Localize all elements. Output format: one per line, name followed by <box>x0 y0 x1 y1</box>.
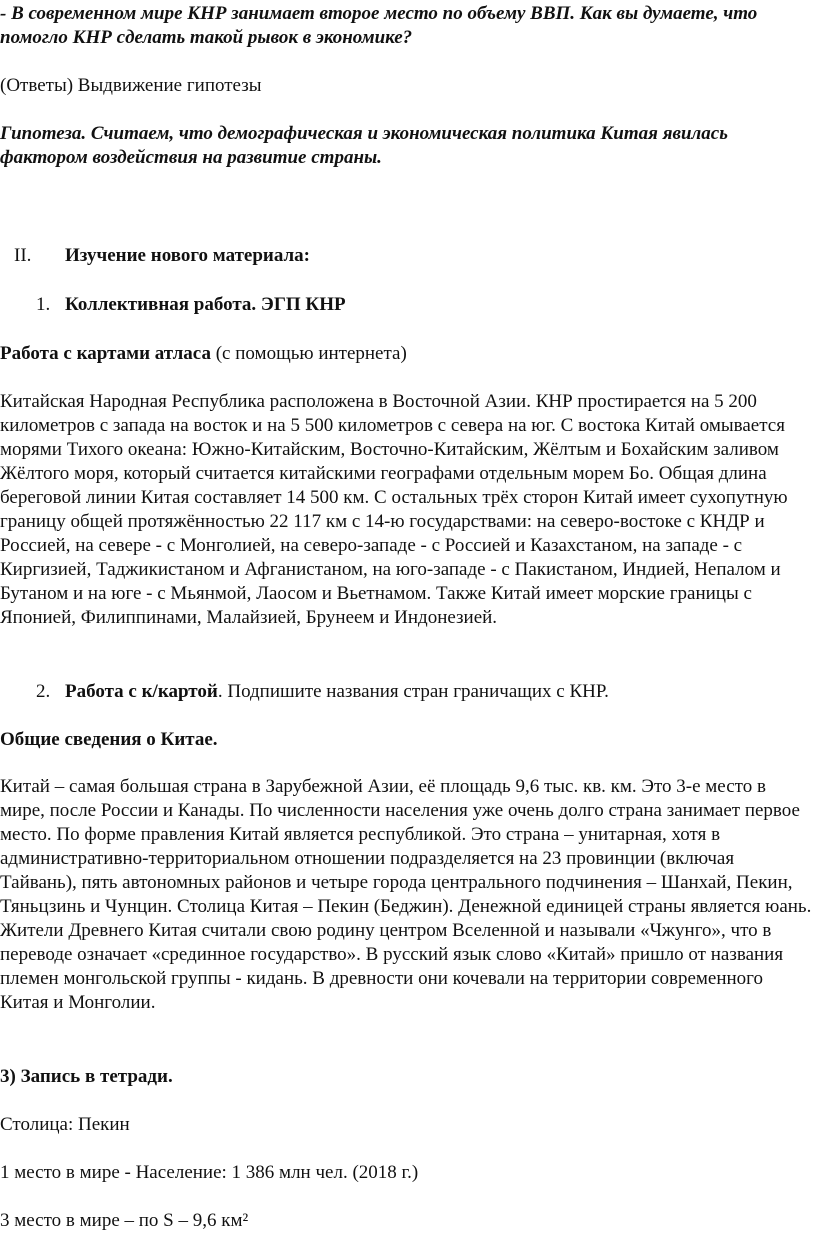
fact-population: 1 место в мире - Население: 1 386 млн чел. (2018 г.) <box>0 1162 419 1183</box>
general-paragraph: Китай – самая большая страна в Зарубежной Азии, её площадь 9,6 тыс. кв. км. Это 3-е место в мире, после России и Канады. По численности населения уже очень долго страна занимает первое место. По форме правления Китай является республикой. Это страна – унитарная, хотя в административно-территориальном отношении подразделяется на 23 провинции (включая Тайвань), пять автономных районов и четыре города центрального подчинения – Шанхай, Пекин, Тяньцзинь и Чунцин. Столица Китая – Пекин (Беджин). Денежной единицей страны является юань. Жители Древнего Китая считали свою родину центром Вселенной и называли «Чжунго», что в переводе означает «срединное государство». В русский язык слово «Китай» пришло от названия племен монгольской группы - кидань. В древности они кочевали на территории современного Китая и Монголии. <box>0 776 812 1013</box>
atlas-line <box>0 342 812 366</box>
section-marker: II. <box>14 245 32 266</box>
item-2-marker: 2. <box>36 681 51 702</box>
item-2-text <box>65 680 609 704</box>
fact-capital: Столица: Пекин <box>0 1114 130 1135</box>
item-2-rest: . Подпишите названия стран граничащих с КНР. <box>217 681 609 702</box>
hypothesis-paragraph <box>0 122 812 170</box>
item-2-bold: Работа с к/картой <box>65 681 218 702</box>
general-heading: Общие сведения о Китае. <box>0 729 218 750</box>
item-1-heading <box>0 293 812 317</box>
atlas-rest: (с помощью интернета) <box>210 343 407 364</box>
hypothesis-text: Считаем, что демографическая и экономическая политика Китая явилась фактором воздействия на развитие страны. <box>0 123 728 168</box>
question-text: - В современном мире КНР занимает второе место по объему ВВП. Как вы думаете, что помогло КНР сделать такой рывок в экономике? <box>0 3 758 48</box>
answers-line: (Ответы) Выдвижение гипотезы <box>0 75 262 96</box>
section-title: Изучение нового материала: <box>65 245 311 266</box>
item-1-title: Коллективная работа. ЭГП КНР <box>65 294 346 315</box>
fact-area: 3 место в мире – по S – 9,6 км² <box>0 1210 249 1231</box>
geo-paragraph: Китайская Народная Республика расположена в Восточной Азии. КНР простирается на 5 200 километров с запада на восток и на 5 500 километров с севера на юг. С востока Китай омывается морями Тихого океана: Южно-Китайским, Восточно-Китайским, Жёлтым и Бохайским заливом Жёлтого моря, который считается китайскими географами отдельным морем Бо. Общая длина береговой линии Китая составляет 14 500 км. С остальных трёх сторон Китай имеет сухопутную границу общей протяжённостью 22 117 км с 14-ю государствами: на северо-востоке с КНДР и Россией, на севере - с Монголией, на северо-западе - с Россией и Казахстаном, на западе - с Киргизией, Таджикистаном и Афганистаном, на юго-западе - с Пакистаном, Индией, Непалом и Бутаном и на юге - с Мьянмой, Лаосом и Вьетнамом. Также Китай имеет морские границы с Японией, Филиппинами, Малайзией, Брунеем и Индонезией. <box>0 391 788 628</box>
notebook-heading: 3) Запись в тетради. <box>0 1066 173 1087</box>
section-heading <box>0 244 812 268</box>
item-1-marker: 1. <box>36 294 51 315</box>
hypothesis-label: Гипотеза. <box>0 123 87 144</box>
item-2-line <box>0 680 812 704</box>
atlas-bold: Работа с картами атласа <box>0 343 211 364</box>
